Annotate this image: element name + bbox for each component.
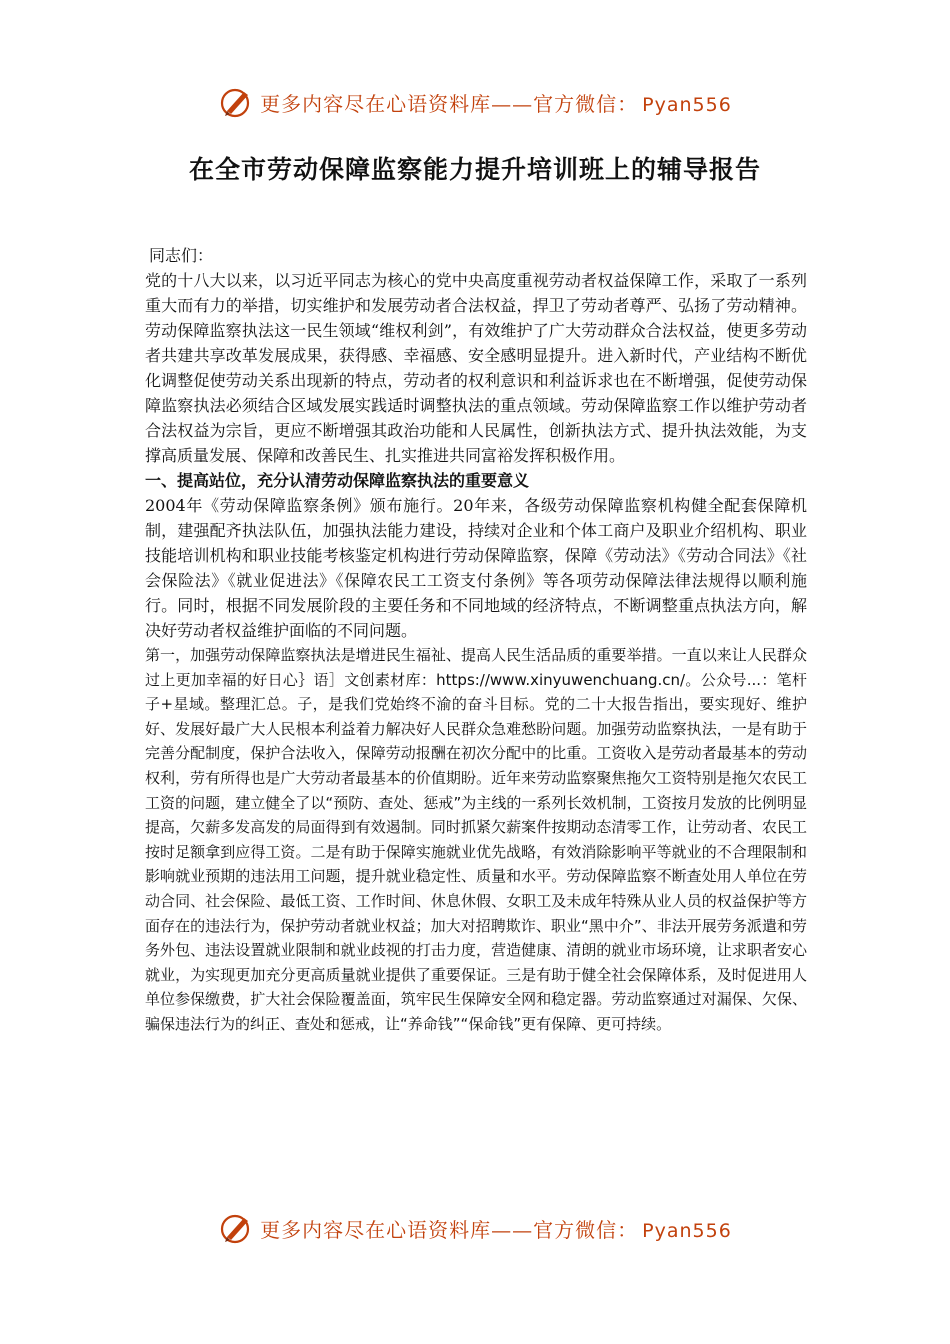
point-paragraph: 第一，加强劳动保障监察执法是增进民生福祉、提高人民生活品质的重要举措。一直以来让人民群众过上更加幸福的好日心｝语］文创素材库：https://www.xinyuwenchuang.cn/。公众号...：笔杆子+星域。整理汇总。子，是我们党始终不渝的奋斗目标。党的二十大报告指出，要实现好、维护好、发展好最广大人民根本利益着力解决好人民群众急难愁盼问题。加强劳动监察执法，一是有助于完善分配制度，保护合法收入，保障劳动报酬在初次分配中的比重。工资收入是劳动者最基本的劳动权利，劳有所得也是广大劳动者最基本的价值期盼。近年来劳动监察聚焦拖欠工资特别是拖欠农民工工资的问题，建立健全了以“预防、查处、惩戒”为主线的一系列长效机制，工资按月发放的比例明显提高，欠薪多发高发的局面得到有效遏制。同时抓紧欠薪案件按期动态清零工作，让劳动者、农民工按时足额拿到应得工资。二是有助于保障实施就业优先战略，有效消除影响平等就业的不合理限制和影响就业预期的违法用工问题，提升就业稳定性、质量和水平。劳动保障监察不断查处用人单位在劳动合同、社会保险、最低工资、工作时间、休息休假、女职工及未成年特殊从业人员的权益保护等方面存在的违法行为，保护劳动者就业权益；加大对招聘欺诈、职业“黑中介”、非法开展劳务派遣和劳务外包、违法设置就业限制和就业歧视的打击力度，营造健康、清朗的就业市场环境，让求职者安心就业，为实现更加充分更高质量就业提供了重要保证。三是有助于健全社会保障体系，及时促进用人单位参保缴费，扩大社会保险覆盖面，筑牢民生保障安全网和稳定器。劳动监察通过对漏保、欠保、骗保违法行为的纠正、查处和惩戒，让“养命钱”“保命钱”更有保障、更可持续。: [145, 646, 807, 1033]
watermark-banner-bottom: [0, 1208, 950, 1248]
watermark-text: 更多内容尽在心语资料库——官方微信： Pyan556: [260, 91, 732, 116]
intro-paragraph: 党的十八大以来，以习近平同志为核心的党中央高度重视劳动者权益保障工作，采取了一系列重大而有力的举措，切实维护和发展劳动者合法权益，捍卫了劳动者尊严、弘扬了劳动精神。劳动保障监察执法这一民生领域“维权利剑”，有效维护了广大劳动群众合法权益，使更多劳动者共建共享改革发展成果，获得感、幸福感、安全感明显提升。进入新时代，产业结构不断优化调整促使劳动关系出现新的特点，劳动者的权利意识和利益诉求也在不断增强，促使劳动保障监察执法必须结合区域发展实践适时调整执法的重点领域。劳动保障监察工作以维护劳动者合法权益为宗旨，更应不断增强其政治功能和人民属性，创新执法方式、提升执法效能，为支撑高质量发展、保障和改善民生、扎实推进共同富裕发挥积极作用。: [145, 271, 807, 465]
watermark-banner-top: [0, 82, 950, 122]
section-paragraph: 2004年《劳动保障监察条例》颁布施行。20年来，各级劳动保障监察机构健全配套保障机制，建强配齐执法队伍，加强执法能力建设，持续对企业和个体工商户及职业介绍机构、职业技能培训机构和职业技能考核鉴定机构进行劳动保障监察，保障《劳动法》《劳动合同法》《社会保险法》《就业促进法》《保障农民工工资支付条例》等各项劳动保障法律法规得以顺利施行。同时，根据不同发展阶段的主要任务和不同地域的经济特点，不断调整重点执法方向，解决好劳动者权益维护面临的不同问题。: [145, 496, 807, 640]
section-heading: 一、提高站位，充分认清劳动保障监察执法的重要意义: [145, 471, 530, 490]
pen-logo-icon: [218, 1210, 254, 1246]
watermark-text: 更多内容尽在心语资料库——官方微信： Pyan556: [260, 1217, 732, 1242]
document-body: [145, 243, 807, 1037]
salutation: 同志们：: [149, 246, 214, 265]
pen-logo-icon: [218, 84, 254, 120]
document-title: 在全市劳动保障监察能力提升培训班上的辅导报告: [188, 155, 761, 184]
